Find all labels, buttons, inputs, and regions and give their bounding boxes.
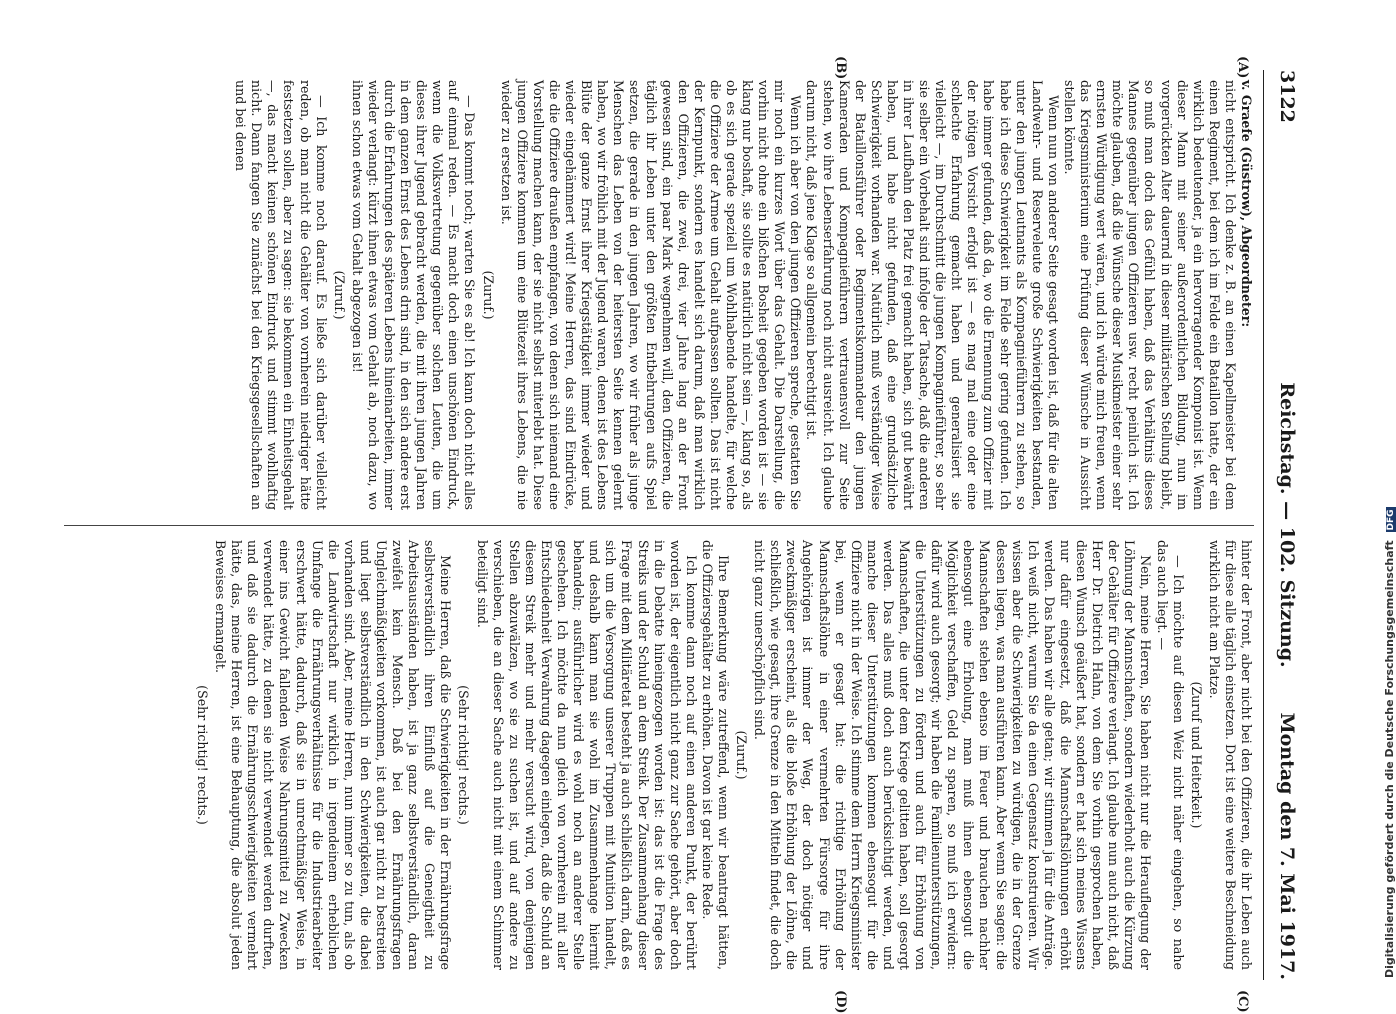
interjection: (Zuruf und Heiterkeit.) bbox=[1188, 681, 1204, 829]
interjection: (Zuruf.) bbox=[331, 270, 347, 320]
left-column bbox=[54, 80, 1254, 510]
left-paragraph-3: Wenn ich aber von den jungen Offizieren spreche, gestatten Sie mir noch ein kurzes Wort über das Gehalt. Die Darstellung, die vorhin nicht ohne ein bißchen Bosheit gegeben worden ist — sie klang nur boshaft, sie sollte es natürlich nicht sein —, klang so, als ob es sich gerade speziell um Wohlhabende handelte, für welche die Offiziere der Armee um Gehalt aufpassen sollten. Das ist nicht der Kernpunkt, sondern es handelt sich darum, daß man wirklich den Offizieren, die zwei, drei, vier Jahre lang an der Front gewesen sind, ein paar Mark wegnehmen will, den Offizieren, die täglich ihr Leben unter den größten Entbehrungen aufs Spiel setzen, die gerade in den jungen Jahren, wo wir früher als junge Menschen das Leben von der heitersten Seite kennen gelernt haben, wo wir fröhlich mit der Jugend waren, denen ist des Lebens Blüte der ganze Ernst ihrer Kriegstätigkeit immer wieder und wieder eingehämmert wird! Meine Herren, das sind Eindrücke, die die Offiziere draußen empfangen, von denen sich niemand eine Vorstellung machen kann, der sie nicht selbst miterlebt hat. Diese jungen Offiziere kommen um eine Blütezeit ihres Lebens, die nie wieder zu ersetzen ist. bbox=[498, 80, 804, 510]
right-paragraph-1: hinter der Front, aber nicht bei den Offizieren, die ihr Leben auch für diese alle täglich einsetzen. Dort ist eine weitere Beschneidung wirklich nicht am Platze. bbox=[1206, 540, 1254, 970]
margin-letter-b: (B) bbox=[833, 56, 848, 80]
right-paragraph-3: Nein, meine Herren, Sie haben nicht nur die Herauflegung der Löhnung der Mannschaften, sondern wiederholt auch die Kürzung der Gehälter für Offiziere verlangt. Ich glaube nun auch nicht, daß Herr Dr. Dietrich Hahn, von dem Sie vorhin gesprochen haben, diesen Wunsch geäußert hat, sondern er hat sich meines Wissens nur dafür eingesetzt, daß die Mannschaftslöhnungen erhöht werden. Das haben wir alle getan; wir stimmen ja für die Anträge. Ich weiß nicht, warum Sie da einen Gegensatz konstruieren. Wir wissen aber die Schwierigkeiten zu würdigen, die in der Grenze dessen liegen, was man ausführen kann. Aber wenn Sie sagen: die Mannschaften stehen ebenso im Feuer und brauchen nachher ebensogut eine Erholung, man muß ihnen ebensogut die Möglichkeit verschaffen, Geld zu sparen, so muß ich erwidern: dafür wird auch gesorgt; wir haben die Familienunterstützungen, die Unterstützungen zu fördern und auch für Erhöhung von Mannschaften, die unter dem Kriege gelitten haben, soll gesorgt werden. Das alles muß doch auch berücksichtigt werden, und manche dieser Unterstützungen kommen ebensogut für die Offiziere nicht in der Weise. Ich stimme dem Herrn Kriegsminister bei, wenn er gesagt hat: die richtige Erhöhung der Mannschaftslöhne in einer vermehrten Fürsorge für ihre Angehörigen ist immer der Weg, der doch nötiger und zweckmäßiger erscheint, als die bloße Erhöhung der Löhne, die schließlich, wie gesagt, ihre Grenze in den Mitteln findet, die doch nicht ganz unerschöpflich sind. bbox=[752, 540, 1154, 970]
interjection: (Zuruf.) bbox=[480, 270, 496, 320]
interjection: (Zuruf.) bbox=[734, 730, 750, 780]
page-title: Reichstag. — 102. Sitzung. bbox=[1276, 382, 1298, 668]
left-paragraph-4: — Das kommt noch; warten Sie es ab! Ich kann doch nicht alles auf einmal reden. — Es macht doch einen unschönen Eindruck, wenn die Volksvertretung gegenüber solchen Leuten, die um dieses ihrer Jugend gebracht werden, die mit ihren jungen Jahren in dem ganzen Ernst des Lebens drin sind, in den sich andere erst durch die Erfahrungen des späteren Lebens hineinarbeiten, immer wieder verlangt: kürzt ihnen etwas vom Gehalt ab, noch dazu, wo ihnen schon etwas vom Gehalt abgezogen ist! bbox=[349, 80, 478, 510]
watermark-strip bbox=[1363, 0, 1396, 1000]
left-paragraph-5: — Ich komme noch darauf. Es ließe sich darüber vielleicht reden, ob man nicht die Gehälter von vornherein niedriger hätte festsetzen sollen, aber zu sagen: sie bekommen ein Einheitsgehalt —, das macht keinen schönen Eindruck und stimmt wohlhaftig nicht. Dann fangen Sie zunächst bei den Kriegsgesellschaften an und bei denen bbox=[233, 80, 329, 510]
right-paragraph-4: Ihre Bemerkung wäre zutreffend, wenn wir beantragt hätten, die Offiziersgehälter zu erhöhen. Davon ist gar keine Rede. bbox=[699, 540, 731, 970]
rotated-printed-page bbox=[50, 50, 1300, 1014]
interjection: (Sehr richtig! rechts.) bbox=[456, 685, 472, 825]
right-paragraph-2: — Ich möchte auf diesen Weiz nicht näher eingehen, so nahe das auch liegt. — bbox=[1154, 540, 1186, 970]
margin-letter-a: (A) bbox=[1235, 56, 1250, 79]
interjection: (Sehr richtig! rechts.) bbox=[195, 685, 210, 825]
dfg-logo-icon: DFG bbox=[1386, 509, 1396, 531]
right-paragraph-6: Meine Herren, daß die Schwierigkeiten in der Ernährungsfrage selbstverständlich ihren Einfluß auf die Geneigtheit zu Arbeitsausständen haben, ist ja ganz selbstverständlich, daran zweifelt kein Mensch. Daß bei den Ernährungsfragen Ungleichmäßigkeiten vorkommen, ist auch gar nicht zu bestreiten und liegt selbstverständlich in den Schwierigkeiten, die dabei vorhanden sind. Aber, meine Herren, nun immer so zu tun, als ob die Landwirtschaft nur wirklich in irgendeinem erheblichen Umfange die Ernährungsverhältnisse für die Industriearbeiter erschwert hätte, dadurch, daß sie in unrechtmäßiger Weise, in einer ins Gewicht fallenden Weise Nahrungsmittel zu Zwecken verwendet hätte, zu denen sie nicht verwendet werden durften, und daß sie dadurch die Ernährungsschwierigkeiten vermehrt hätte, das, meine Herren, ist eine Behauptung, die absolut jeden Beweises ermangelt. bbox=[213, 540, 454, 970]
column-separator bbox=[64, 525, 1254, 526]
right-paragraph-5: Ich komme dann noch auf einen anderen Punkt, der berührt worden ist, der eigentlich nicht ganz zur Sache gehört, aber doch in die Debatte hineingezogen worden ist: das ist die Frage des Streiks und der Schuld an dem Streik. Der Zusammenhang dieser Frage mit dem Militäretat besteht ja auch schließlich darin, daß es sich um die Versorgung unserer Truppen mit Munition handelt, und deshalb kann man sie wohl im Zusammenhange hiermit behandeln; ausführlicher wird es wohl noch an anderer Stelle geschehen. Ich möchte da nun gleich von vornherein mit aller Entschiedenheit Verwahrung dagegen einlegen, daß die Schuld an diesem Streik mehr und mehr versucht wird, von denjenigen Stellen abzuwälzen, wo sie zu suchen ist, und auf andere zu verschieben, die an dieser Sache auch nicht mit einem Schimmer beteiligt sind. bbox=[474, 540, 699, 970]
watermark-text bbox=[1383, 0, 1396, 978]
page-number: 3122 bbox=[1276, 70, 1298, 123]
margin-letter-d: (D) bbox=[833, 990, 848, 1014]
watermark-caption: Digitalisierung gefördert durch die Deutsche Forschungsgemeinschaft bbox=[1383, 540, 1396, 978]
session-date: Montag den 7. Mai 1917. bbox=[1276, 712, 1298, 980]
right-column bbox=[54, 540, 1254, 970]
speaker-line: v. Graefe (Güstrow), Abgeordneter: bbox=[1239, 80, 1254, 328]
left-paragraph-2: Wenn nun von anderer Seite gesagt worden ist, daß für die alten Landwehr- und Reserveleute große Schwierigkeiten bestanden, unter den jungen Leutnants als Kompagnieführern zu stehen, so habe ich diese Schwierigkeit im Felde sehr gering gefunden. Ich habe immer gefunden, daß da, wo die Ernennung zum Offizier mit der nötigen Vorsicht erfolgt ist — es mag mal eine oder eine schlechte Erfahrung gemacht haben und generalisiert sie vielleicht —, im Durchschnitt die jungen Kompagnieführer, so sehr sie selber ein Vorbehalt sind infolge der Tatsache, daß die anderen in ihrer Laufbahn den Platz frei gemacht haben, sich gut bewährt haben, und habe nicht gefunden, daß eine grundsätzliche Schwierigkeit vorhanden war. Natürlich muß verständiger Weise der Bataillonsführer oder Regimentskommandeur den jungen Kameraden und Kompagnieführern vertrauensvoll zur Seite stehen, wo ihre Lebenserfahrung noch nicht ausreicht. Ich glaube darum nicht, daß jene Klage so allgemein berechtigt ist. bbox=[804, 80, 1061, 510]
left-paragraph-1: nicht entspricht. Ich denke z. B. an einen Kapellmeister bei dem einen Regiment, bei dem ich im Felde ein Bataillon hatte, der ein wirklich bedeutender, ja ein hervorragender Komponist ist. Wenn dieser Mann mit seiner außerordentlichen Bildung, nun im vorgerückten Alter dauernd in dieser militärischen Stellung bleibt, so muß man doch das Gefühl haben, daß das Verhältnis dieses Mannes gegenüber jungen Offizieren usw. recht peinlich ist. Ich möchte glauben, daß die Wünsche dieser Musikmeister einer sehr ernsten Würdigung wert wären, und ich würde mich freuen, wenn das Kriegsministerium eine Prüfung dieser Wünsche in Aussicht stellen könnte. bbox=[1061, 80, 1238, 510]
page-header bbox=[1270, 70, 1300, 980]
margin-letter-c: (C) bbox=[1235, 990, 1250, 1013]
header-rule bbox=[1263, 70, 1264, 980]
